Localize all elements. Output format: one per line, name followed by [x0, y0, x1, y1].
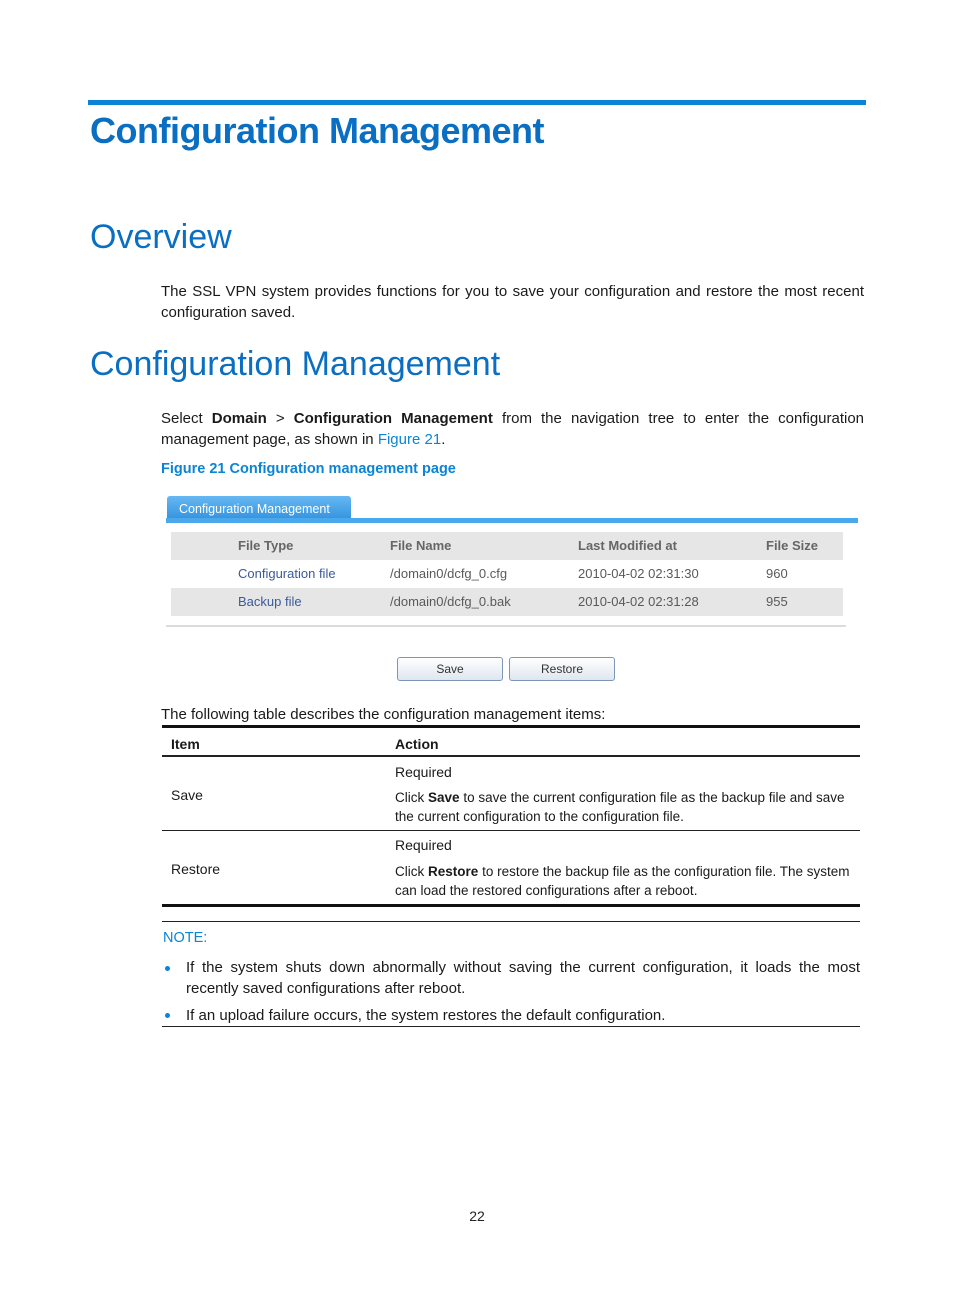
config-mgmt-screenshot: [164, 490, 860, 686]
intro-gt: >: [275, 410, 285, 427]
action-click: Click: [395, 864, 425, 879]
action-rest: to restore the backup file as the configuration file. The system can load the restored configurations after a reboot.: [395, 864, 850, 898]
action-bold: Restore: [428, 864, 479, 879]
col-file-type: File Type: [238, 538, 294, 553]
figure-ref-link[interactable]: Figure 21: [377, 431, 442, 448]
row-restore-action: [395, 862, 857, 900]
figure-caption: Figure 21 Configuration management page: [161, 461, 456, 477]
note-title: NOTE:: [163, 930, 208, 946]
chapter-rule: [88, 100, 866, 105]
table-row: [171, 560, 843, 588]
header-rule: [162, 755, 860, 757]
file-name: /domain0/dcfg_0.cfg: [390, 566, 508, 581]
intro-rest: from the navigation tree to enter the configuration management page, as shown in: [161, 410, 865, 448]
row-restore-item: Restore: [171, 861, 221, 877]
config-mgmt-tab[interactable]: Configuration Management: [167, 496, 351, 522]
config-mgmt-heading: Configuration Management: [90, 345, 501, 383]
note-item: If the system shuts down abnormally without saving the current configuration, it loads the most recently saved configurations after reboot.: [186, 959, 860, 997]
intro-period: .: [441, 431, 446, 448]
col-file-name: File Name: [390, 538, 452, 553]
row-save-required: Required: [395, 764, 452, 780]
row-rule: [162, 830, 860, 831]
row-save-item: Save: [171, 787, 203, 803]
row-restore-required: Required: [395, 837, 452, 853]
restore-button[interactable]: Restore: [509, 657, 615, 681]
note-top-rule: [162, 921, 860, 922]
chapter-title: Configuration Management: [90, 110, 544, 151]
config-mgmt-intro: [161, 408, 864, 450]
file-size: 960: [766, 566, 788, 581]
note-bottom-rule: [162, 1026, 860, 1027]
file-modified: 2010-04-02 02:31:30: [578, 566, 699, 581]
save-button[interactable]: Save: [397, 657, 503, 681]
table-bottom-rule: [162, 904, 860, 907]
col-last-modified: Last Modified at: [578, 538, 677, 553]
header-action: Action: [395, 736, 439, 752]
table-row: [171, 588, 843, 616]
file-type-link[interactable]: Backup file: [238, 594, 302, 609]
file-modified: 2010-04-02 02:31:28: [578, 594, 699, 609]
col-file-size: File Size: [766, 538, 819, 553]
intro-domain: Domain: [211, 410, 267, 427]
action-click: Click: [395, 790, 425, 805]
page-number: 22: [469, 1208, 485, 1224]
bullet-icon: [165, 1013, 170, 1018]
file-table-header: [171, 532, 843, 560]
overview-heading: Overview: [90, 218, 232, 256]
overview-text: The SSL VPN system provides functions for you to save your configuration and restore the most recent configuration saved.: [161, 283, 864, 321]
tab-bar: [166, 518, 858, 523]
file-name: /domain0/dcfg_0.bak: [390, 594, 511, 609]
note-item: If an upload failure occurs, the system restores the default configuration.: [186, 1007, 666, 1024]
action-rest: to save the current configuration file as the backup file and save the current configuration to the configuration file.: [395, 790, 845, 824]
bullet-icon: [165, 966, 170, 971]
action-bold: Save: [428, 790, 460, 805]
table-divider: [166, 625, 846, 627]
intro-select: Select: [161, 410, 203, 427]
table-top-rule: [162, 725, 860, 728]
file-type-link[interactable]: Configuration file: [238, 566, 336, 581]
header-item: Item: [171, 736, 200, 752]
row-save-action: [395, 788, 857, 826]
table-intro: The following table describes the configuration management items:: [161, 706, 606, 723]
file-size: 955: [766, 594, 788, 609]
intro-config-mgmt: Configuration Management: [293, 410, 493, 427]
